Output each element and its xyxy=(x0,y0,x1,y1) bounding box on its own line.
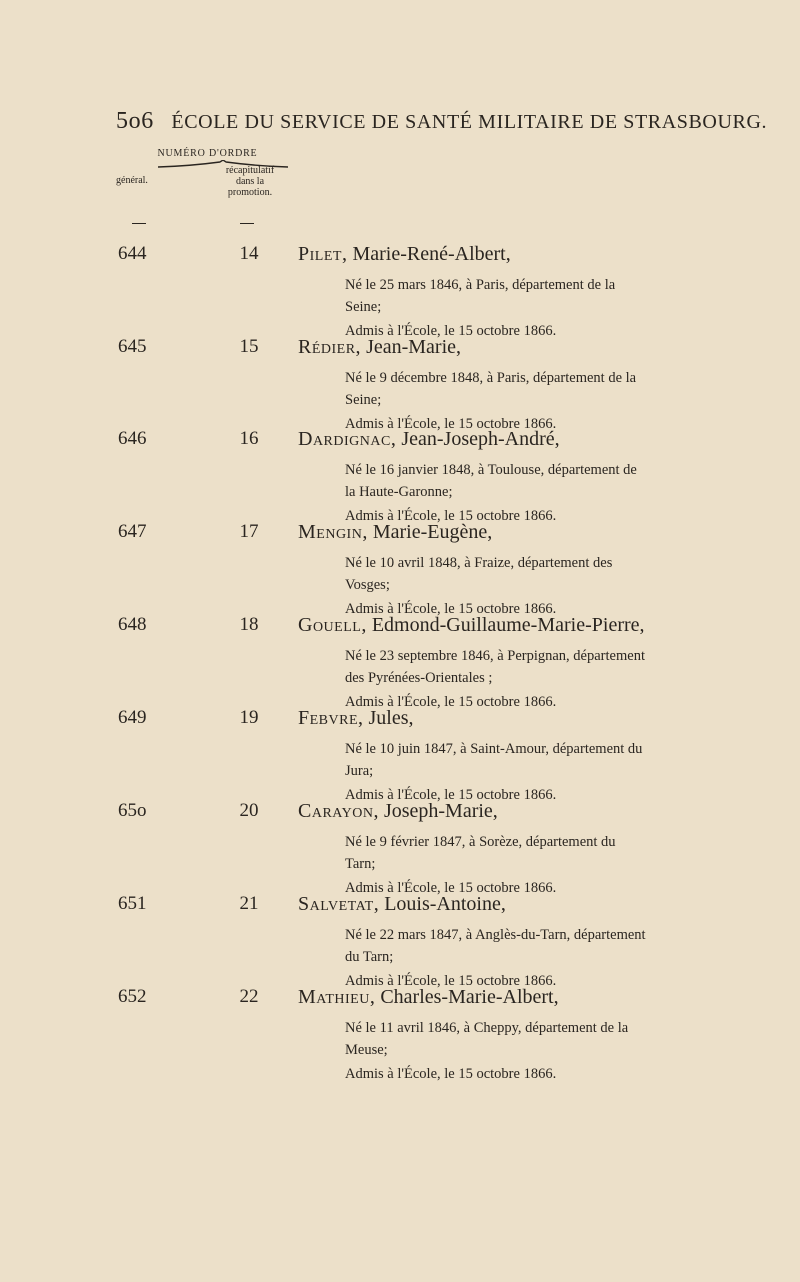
birth-line: Né le 9 décembre 1848, à Paris, département de la xyxy=(345,370,637,386)
given-names: Jean-Marie, xyxy=(366,336,462,358)
column-divider-dash xyxy=(132,223,146,224)
surname: Dardignac, xyxy=(298,428,397,450)
promotion-number: 17 xyxy=(239,521,259,542)
student-name xyxy=(298,800,498,823)
birth-record xyxy=(345,552,743,596)
given-names: Edmond-Guillaume-Marie-Pierre, xyxy=(371,614,645,636)
page-title: ÉCOLE DU SERVICE DE SANTÉ MILITAIRE DE STRASBOURG. xyxy=(171,111,768,133)
birth-line: Meuse; xyxy=(345,1042,388,1058)
birth-line: Tarn; xyxy=(345,856,376,872)
birth-record xyxy=(345,924,743,968)
student-name xyxy=(298,986,559,1009)
running-head xyxy=(116,108,768,135)
birth-line: Vosges; xyxy=(345,577,390,593)
given-names: Marie-René-Albert, xyxy=(352,243,511,265)
birth-line: Né le 10 avril 1848, à Fraize, département des xyxy=(345,555,613,571)
admission-record: Admis à l'École, le 15 octobre 1866. xyxy=(345,787,557,803)
column-header-general: général. xyxy=(116,175,148,186)
admission-record: Admis à l'École, le 15 octobre 1866. xyxy=(345,880,557,896)
admission-record: Admis à l'École, le 15 octobre 1866. xyxy=(345,694,557,710)
birth-line: Né le 11 avril 1846, à Cheppy, département de la xyxy=(345,1020,629,1036)
recap-line-1: récapitulatif xyxy=(225,165,275,176)
surname: Carayon, xyxy=(298,800,379,822)
birth-line: Né le 16 janvier 1848, à Toulouse, département de xyxy=(345,462,637,478)
student-name xyxy=(298,893,506,916)
birth-line: du Tarn; xyxy=(345,949,394,965)
birth-record xyxy=(345,1017,743,1061)
given-names: Joseph-Marie, xyxy=(383,800,498,822)
page-number: 5o6 xyxy=(116,108,154,134)
birth-record xyxy=(345,274,743,318)
surname: Pilet, xyxy=(298,243,348,265)
surname: Salvetat, xyxy=(298,893,380,915)
admission-record: Admis à l'École, le 15 octobre 1866. xyxy=(345,416,557,432)
column-divider-dash xyxy=(240,223,254,224)
recap-line-3: promotion. xyxy=(227,187,273,198)
birth-record xyxy=(345,645,743,689)
admission-record: Admis à l'École, le 15 octobre 1866. xyxy=(345,508,557,524)
general-number: 646 xyxy=(118,428,147,449)
general-number: 647 xyxy=(118,521,147,542)
birth-line: Né le 25 mars 1846, à Paris, département de la xyxy=(345,277,616,293)
promotion-number: 16 xyxy=(239,428,259,449)
promotion-number: 18 xyxy=(239,614,259,635)
birth-line: Né le 9 février 1847, à Sorèze, département du xyxy=(345,834,616,850)
admission-record: Admis à l'École, le 15 octobre 1866. xyxy=(345,973,557,989)
surname: Febvre, xyxy=(298,707,364,729)
surname: Mengin, xyxy=(298,521,368,543)
birth-line: Seine; xyxy=(345,392,382,408)
surname: Gouell, xyxy=(298,614,367,636)
promotion-number: 15 xyxy=(239,336,259,357)
student-name xyxy=(298,614,645,637)
birth-record xyxy=(345,367,743,411)
general-number: 649 xyxy=(118,707,147,728)
birth-record xyxy=(345,459,743,503)
admission-record: Admis à l'École, le 15 octobre 1866. xyxy=(345,601,557,617)
given-names: Louis-Antoine, xyxy=(384,893,506,915)
birth-line: Jura; xyxy=(345,763,374,779)
promotion-number: 14 xyxy=(239,243,259,264)
student-name xyxy=(298,521,492,544)
birth-line: Seine; xyxy=(345,299,382,315)
given-names: Jules, xyxy=(368,707,414,729)
general-number: 645 xyxy=(118,336,147,357)
birth-line: Né le 23 septembre 1846, à Perpignan, département xyxy=(345,648,645,664)
general-number: 652 xyxy=(118,986,147,1007)
general-number: 65o xyxy=(118,800,147,821)
admission-record: Admis à l'École, le 15 octobre 1866. xyxy=(345,323,557,339)
admission-record: Admis à l'École, le 15 octobre 1866. xyxy=(345,1066,557,1082)
promotion-number: 19 xyxy=(239,707,259,728)
promotion-number: 20 xyxy=(239,800,259,821)
student-name xyxy=(298,336,461,359)
birth-line: des Pyrénées-Orientales ; xyxy=(345,670,493,686)
given-names: Marie-Eugène, xyxy=(372,521,493,543)
given-names: Jean-Joseph-André, xyxy=(401,428,560,450)
birth-line: Né le 10 juin 1847, à Saint-Amour, département du xyxy=(345,741,643,757)
birth-record xyxy=(345,831,743,875)
birth-record xyxy=(345,738,743,782)
student-name xyxy=(298,428,560,451)
birth-line: Né le 22 mars 1847, à Anglès-du-Tarn, département xyxy=(345,927,646,943)
surname: Mathieu, xyxy=(298,986,376,1008)
column-header-recap xyxy=(210,165,290,198)
general-number: 644 xyxy=(118,243,147,264)
surname: Rédier, xyxy=(298,336,362,358)
recap-line-2: dans la xyxy=(235,176,265,187)
promotion-number: 22 xyxy=(239,986,259,1007)
birth-line: la Haute-Garonne; xyxy=(345,484,453,500)
column-header-numero: NUMÉRO D'ORDRE xyxy=(157,148,258,159)
general-number: 648 xyxy=(118,614,147,635)
promotion-number: 21 xyxy=(239,893,259,914)
general-number: 651 xyxy=(118,893,147,914)
student-name xyxy=(298,707,414,730)
given-names: Charles-Marie-Albert, xyxy=(380,986,559,1008)
student-name xyxy=(298,243,511,266)
entry xyxy=(0,986,800,1116)
